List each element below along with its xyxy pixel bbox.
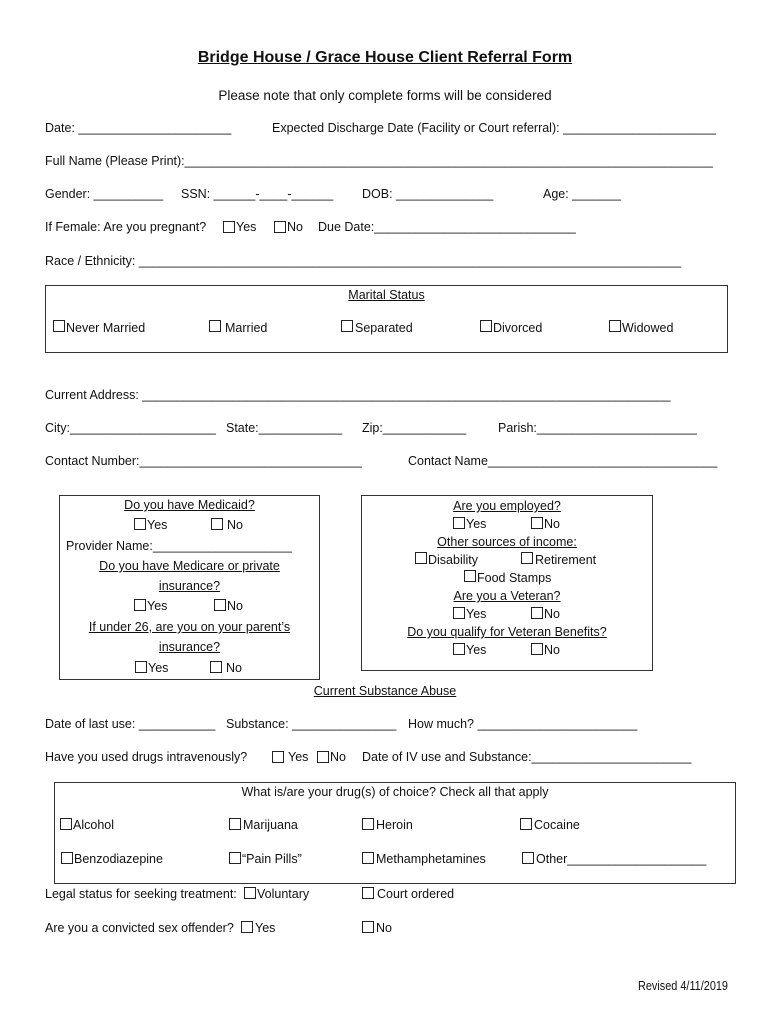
contact-name-field[interactable]: Contact Name_________________________________ (408, 454, 718, 468)
form-title: Bridge House / Grace House Client Referral Form (197, 49, 573, 66)
pain-pills-checkbox[interactable] (229, 852, 241, 864)
veteran-question: Are you a Veteran? (453, 589, 561, 603)
medicare-yes-checkbox[interactable] (134, 599, 146, 611)
how-much-field[interactable]: How much? _______________________ (408, 717, 638, 731)
date-field[interactable]: Date: ______________________ (45, 121, 232, 135)
divorced-label: Divorced (493, 321, 543, 335)
medicaid-question: Do you have Medicaid? (124, 498, 255, 512)
substance-heading: Current Substance Abuse (313, 684, 457, 698)
under26-yes-label: Yes (148, 661, 169, 675)
age-field[interactable]: Age: _______ (543, 187, 621, 201)
medicaid-yes-checkbox[interactable] (134, 518, 146, 530)
retirement-label: Retirement (535, 553, 597, 567)
race-field[interactable]: Race / Ethnicity: ______________________________________________________________________________ (45, 254, 682, 268)
iv-yes-label: Yes (288, 750, 309, 764)
under26-question-line1: If under 26, are you on your parent’s (88, 620, 291, 634)
parish-field[interactable]: Parish:_______________________ (498, 421, 697, 435)
full-name-field[interactable]: Full Name (Please Print):____________________________________________________________________________ (45, 154, 713, 168)
iv-date-field[interactable]: Date of IV use and Substance:_______________________ (362, 750, 692, 764)
sex-offender-no-checkbox[interactable] (362, 921, 374, 933)
zip-field[interactable]: Zip:____________ (362, 421, 467, 435)
disability-label: Disability (428, 553, 479, 567)
marital-status-heading: Marital Status (348, 288, 425, 302)
methamphetamines-checkbox[interactable] (362, 852, 374, 864)
dob-field[interactable]: DOB: ______________ (362, 187, 494, 201)
medicare-no-checkbox[interactable] (214, 599, 226, 611)
other-field[interactable]: Other____________________ (536, 852, 707, 866)
iv-no-label: No (330, 750, 346, 764)
court-ordered-label: Court ordered (377, 887, 455, 901)
vet-benefits-question: Do you qualify for Veteran Benefits? (407, 625, 607, 639)
pregnant-yes-label: Yes (236, 220, 257, 234)
heroin-label: Heroin (376, 818, 413, 832)
pain-pills-label: “Pain Pills” (242, 852, 302, 866)
separated-checkbox[interactable] (341, 320, 353, 332)
separated-label: Separated (355, 321, 413, 335)
employed-yes-label: Yes (466, 517, 487, 531)
employed-no-label: No (544, 517, 560, 531)
medicaid-no-checkbox[interactable] (211, 518, 223, 530)
veteran-yes-checkbox[interactable] (453, 607, 465, 619)
sex-offender-yes-label: Yes (255, 921, 276, 935)
last-use-field[interactable]: Date of last use: ___________ (45, 717, 216, 731)
methamphetamines-label: Methamphetamines (376, 852, 486, 866)
under26-no-checkbox[interactable] (210, 661, 222, 673)
income-question: Other sources of income: (437, 535, 577, 549)
substance-field[interactable]: Substance: _______________ (226, 717, 397, 731)
marijuana-label: Marijuana (243, 818, 298, 832)
sex-offender-question: Are you a convicted sex offender? (45, 921, 234, 935)
voluntary-checkbox[interactable] (244, 887, 256, 899)
under26-question-line2: insurance? (158, 640, 221, 654)
under26-yes-checkbox[interactable] (135, 661, 147, 673)
pregnant-yes-checkbox[interactable] (223, 221, 235, 233)
under26-no-label: No (226, 661, 242, 675)
vet-benefits-no-label: No (544, 643, 560, 657)
never-married-checkbox[interactable] (53, 320, 65, 332)
legal-status-label: Legal status for seeking treatment: (45, 887, 237, 901)
married-checkbox[interactable] (209, 320, 221, 332)
vet-benefits-no-checkbox[interactable] (531, 643, 543, 655)
iv-question: Have you used drugs intravenously? (45, 750, 248, 764)
divorced-checkbox[interactable] (480, 320, 492, 332)
gender-field[interactable]: Gender: __________ (45, 187, 164, 201)
due-date-field[interactable]: Due Date:_____________________________ (318, 220, 576, 234)
form-subtitle: Please note that only complete forms will be considered (218, 88, 552, 103)
alcohol-label: Alcohol (73, 818, 114, 832)
employed-no-checkbox[interactable] (531, 517, 543, 529)
vet-benefits-yes-checkbox[interactable] (453, 643, 465, 655)
benzodiazepine-label: Benzodiazepine (74, 852, 163, 866)
sex-offender-no-label: No (376, 921, 392, 935)
disability-checkbox[interactable] (415, 552, 427, 564)
city-field[interactable]: City:_____________________ (45, 421, 216, 435)
cocaine-checkbox[interactable] (520, 818, 532, 830)
cocaine-label: Cocaine (534, 818, 580, 832)
benzodiazepine-checkbox[interactable] (61, 852, 73, 864)
medicare-question-line2: insurance? (158, 579, 221, 593)
medicare-question-line1: Do you have Medicare or private (99, 559, 280, 573)
veteran-yes-label: Yes (466, 607, 487, 621)
vet-benefits-yes-label: Yes (466, 643, 487, 657)
iv-yes-checkbox[interactable] (272, 751, 284, 763)
alcohol-checkbox[interactable] (60, 818, 72, 830)
pregnant-no-checkbox[interactable] (274, 221, 286, 233)
sex-offender-yes-checkbox[interactable] (241, 921, 253, 933)
state-field[interactable]: State:____________ (226, 421, 343, 435)
contact-number-field[interactable]: Contact Number:________________________________ (45, 454, 362, 468)
discharge-date-field[interactable]: Expected Discharge Date (Facility or Court referral): ______________________ (272, 121, 717, 135)
married-label: Married (225, 321, 268, 335)
pregnant-no-label: No (287, 220, 303, 234)
retirement-checkbox[interactable] (521, 552, 533, 564)
medicaid-yes-label: Yes (147, 518, 168, 532)
court-ordered-checkbox[interactable] (362, 887, 374, 899)
iv-no-checkbox[interactable] (317, 751, 329, 763)
medicare-no-label: No (227, 599, 243, 613)
widowed-checkbox[interactable] (609, 320, 621, 332)
pregnant-question: If Female: Are you pregnant? (45, 220, 207, 234)
voluntary-label: Voluntary (257, 887, 310, 901)
medicare-yes-label: Yes (147, 599, 168, 613)
widowed-label: Widowed (622, 321, 674, 335)
drug-choice-question: What is/are your drug(s) of choice? Check all that apply (241, 785, 549, 799)
revision-date: Revised 4/11/2019 (638, 979, 728, 993)
employed-yes-checkbox[interactable] (453, 517, 465, 529)
veteran-no-label: No (544, 607, 560, 621)
ssn-field[interactable]: SSN: ______-____-______ (181, 187, 334, 201)
marijuana-checkbox[interactable] (229, 818, 241, 830)
food-stamps-checkbox[interactable] (464, 570, 476, 582)
other-checkbox[interactable] (522, 852, 534, 864)
veteran-no-checkbox[interactable] (531, 607, 543, 619)
current-address-field[interactable]: Current Address: ____________________________________________________________________________ (45, 388, 671, 402)
medicaid-no-label: No (227, 518, 243, 532)
provider-name-field[interactable]: Provider Name:____________________ (66, 539, 292, 553)
never-married-label: Never Married (66, 321, 146, 335)
heroin-checkbox[interactable] (362, 818, 374, 830)
employed-question: Are you employed? (453, 499, 561, 513)
food-stamps-label: Food Stamps (477, 571, 552, 585)
